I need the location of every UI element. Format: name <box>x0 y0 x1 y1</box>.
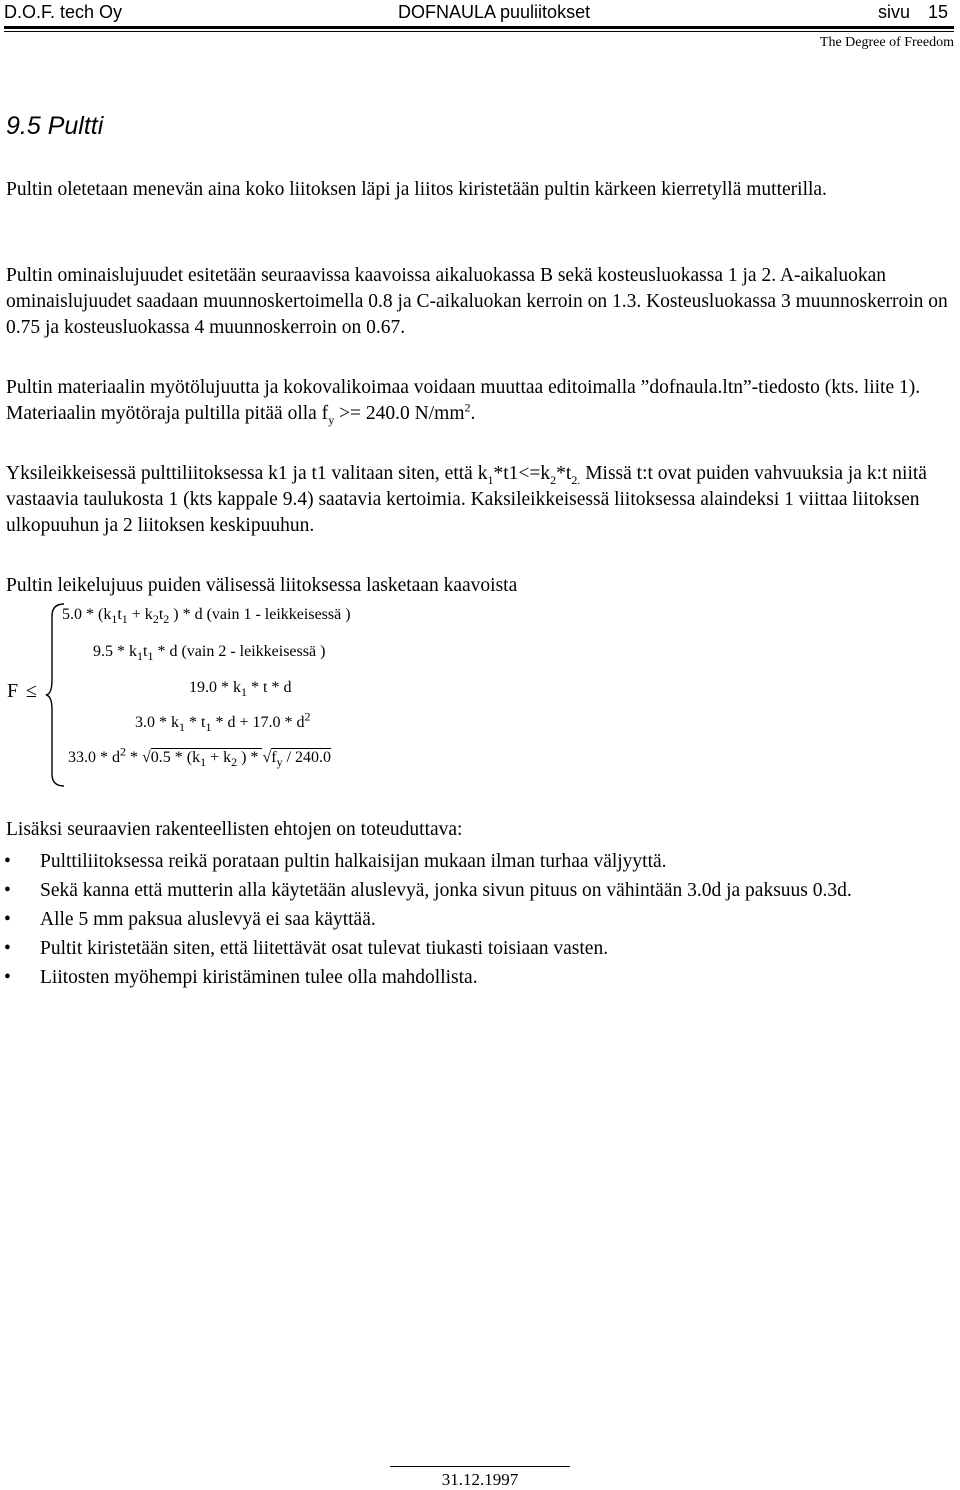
footer-date: 31.12.1997 <box>441 1470 519 1489</box>
bullet-icon: • <box>4 938 11 959</box>
formula-line-4: $3.0 * k_1 * t_1 * d + 17.0 * d^2$ <box>135 709 311 735</box>
header-company: D.O.F. tech Oy <box>4 2 123 22</box>
bullet-icon: • <box>4 851 11 872</box>
section-title: 9.5 Pultti <box>6 112 104 140</box>
formula-line-3: $19.0 * k_1$ * t * d <box>189 679 292 700</box>
left-brace <box>44 602 66 788</box>
formula-relation: ≤ <box>26 680 37 702</box>
list-item: • Liitosten myöhempi kiristäminen tulee olla mahdollista. <box>0 963 960 992</box>
paragraph-single-shear: Yksileikkeisessä pulttiliitoksessa k1 ja t1 valitaan siten, että $k_1*t1<=k_2*t_{2.}$ Missä t:t ovat puiden vahvuuksia ja k:t niitä vastaavia taulukosta 1 (kts kappale 9.4) saatavia kertoimia. Kaksileikkeisessä liitoksessa alaindeksi 1 viittaa liitoksen ulkopuuhun ja 2 liitoksen keskipuuhun. <box>6 463 927 536</box>
paragraph-strength-classes: Pultin ominaislujuudet esitetään seuraavissa kaavoissa aikaluokassa B sekä kosteusluokassa 1 ja 2. A-aikaluokan ominaislujuudet saadaan muunnoskertoimella 0.8 ja C-aikaluokan kerroin on 1.3. Kosteusluokassa 3 muunnoskerroin on 0.75 ja kosteusluokassa 4 muunnoskerroin on 0.67. <box>6 265 948 338</box>
header-page <box>878 2 948 23</box>
header-tagline: The Degree of Freedom <box>819 35 954 50</box>
page-header <box>0 0 960 60</box>
formula-line-2: $9.5 * k_1t_1$ * d (vain 2 - leikkeisessä ) <box>93 643 326 664</box>
header-rule-thin <box>4 31 954 32</box>
bullet-icon: • <box>4 967 11 988</box>
paragraph-conditions: Lisäksi seuraavien rakenteellisten ehtojen on toteuduttava: <box>6 819 463 840</box>
list-item: • Alle 5 mm paksua aluslevyä ei saa käyttää. <box>0 905 960 934</box>
page-number: 15 <box>928 2 949 22</box>
paragraph-bolt-through: Pultin oletetaan menevän aina koko liitoksen läpi ja liitos kiristetään pultin kärkeen kierretyllä mutterilla. <box>6 179 827 200</box>
formula-lhs: F <box>7 680 19 702</box>
list-item: • Pultit kiristetään siten, että liitettävät osat tulevat tiukasti toisiaan vasten. <box>0 934 960 963</box>
footer-rule <box>390 1466 570 1467</box>
bullet-icon: • <box>4 880 11 901</box>
list-item: • Pulttiliitoksessa reikä porataan pultin halkaisijan mukaan ilman turhaa väljyyttä. <box>0 847 960 876</box>
paragraph-shear-intro: Pultin leikelujuus puiden välisessä liitoksessa lasketaan kaavoista <box>6 575 518 596</box>
conditions-list <box>0 847 960 992</box>
sqrt-symbol: √ <box>262 749 272 766</box>
header-product: DOFNAULA puuliitokset <box>398 2 591 22</box>
formula-line-1: $5.0 * (k_1t_1 + k_2t_2$ ) * d (vain 1 - leikkeisessä ) <box>62 606 351 627</box>
bullet-icon: • <box>4 909 11 930</box>
paragraph-material: Pultin materiaalin myötölujuutta ja kokovalikoimaa voidaan muuttaa editoimalla ”dofnaula.ltn”-tiedosto (kts. liite 1). Materiaalin myötöraja pultilla pitää olla $f_y >= 240.0$ $N/mm^2$. <box>6 377 921 427</box>
list-item: • Sekä kanna että mutterin alla käytetään aluslevyä, jonka sivun pituus on vähintään 3.0d ja paksuus 0.3d. <box>0 876 960 905</box>
sqrt-symbol: √ <box>142 749 151 766</box>
header-rule-thick <box>4 26 954 29</box>
page-label: sivu <box>878 2 911 22</box>
formula-line-5: $33.0 * d^2 * √0.5 * (k_1 + k_2$ ) * $√f_y / 240.0$ <box>68 744 332 770</box>
